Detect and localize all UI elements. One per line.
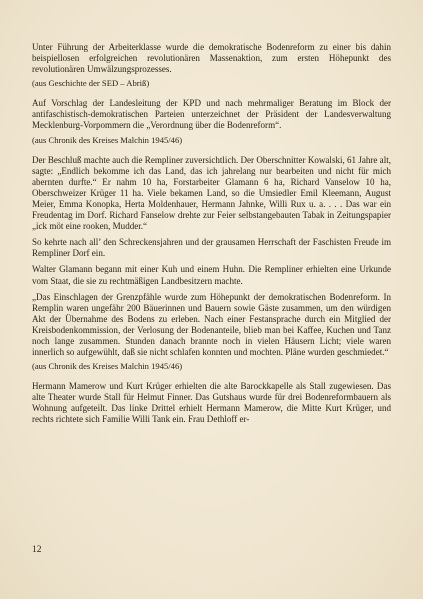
source-citation-chronik-1: (aus Chronik des Kreises Malchin 1945/46) bbox=[32, 134, 183, 145]
paragraph-mamerow-krueger: Hermann Mamerow und Kurt Krüger erhielten die alte Barockkapelle als Stall zugewiesen. Das alte Theater wurde Stall für Helmut Finner. Das Gutshaus wurde für drei Bodenreformbauern als Wohnung aufgeteilt. Das linke Drittel erhielt Hermann Mamerow, die Mitte Kurt Krüger, und rechts richtete sich Familie Willi Tank ein. Frau Dethloff er- bbox=[32, 381, 391, 425]
paragraph-glamann-urkunde: Walter Glamann begann mit einer Kuh und einem Huhn. Die Rempliner erhielten eine Urkunde vom Staat, die sie zu rechtmäßigen Landbesitzern machte. bbox=[32, 264, 391, 286]
paragraph-freude-dorf: So kehrte nach all’ den Schreckensjahren und der grausamen Herrschaft der Faschisten Freude im Rempliner Dorf ein. bbox=[32, 237, 391, 259]
paragraph-grenzpfaehle-quote: „Das Einschlagen der Grenzpfähle wurde zum Höhepunkt der demokratischen Bodenreform. In Remplin waren ungefähr 200 Bäuerinnen und Bauern sowie Gäste zusammen, um den würdigen Akt der Übernahme des Bodens zu erleben. Nach einer Festansprache durch ein Mitglied der Kreisbodenkommission, der Verlosung der Bodenanteile, blieb man bei Kaffee, Kuchen und Tanz noch lange zusammen. Stunden danach brannte noch in vielen Häusern Licht; viele waren innerlich so aufgewühlt, daß sie nicht schlafen konnten und mochten. Pläne wurden geschmiedet.“ bbox=[32, 291, 391, 358]
paragraph-bodenreform-intro: Unter Führung der Arbeiterklasse wurde die demokratische Bodenreform zu einer bis dahin beispiellosen erfolgreichen revolutionären Massenaktion, zum ersten Höhepunkt des revolutionären Umwälzungsprozesses. bbox=[32, 42, 391, 75]
source-citation-chronik-2: (aus Chronik des Kreises Malchin 1945/46) bbox=[32, 361, 183, 372]
paragraph-rempliner-beschluss: Der Beschluß machte auch die Rempliner zuversichtlich. Der Oberschnitter Kowalski, 61 Jahre alt, sagte: „Endlich bekomme ich das Land, das ich jahrelang nur bearbeiten und nicht für mich abernten durfte.“ Er nahm 10 ha, Forstarbeiter Glamann 6 ha, Richard Vanselow 10 ha, Oberschweizer Krüger 11 ha. Viele bekamen Land, so die Umsiedler Emil Kleemann, August Meier, Emma Konopka, Herta Moldenhauer, Hermann Jahnke, Willi Rux u. a. . . . Das war ein Freudentag im Dorf. Richard Fanselow drehte zur Feier selbstangebauten Tabak in Zeitungspapier „ick möt eine rooken, Mudder.“ bbox=[32, 154, 391, 232]
page-number: 12 bbox=[32, 545, 42, 555]
source-citation-sed: (aus Geschichte der SED – Abriß) bbox=[32, 78, 150, 89]
paragraph-kpd-verordnung: Auf Vorschlag der Landesleitung der KPD und nach mehrmaliger Beratung im Block der antifaschistisch-demokratischen Parteien unterzeichnet der Präsident der Landesverwaltung Mecklenburg-Vorpommern die „Verordnung über die Bodenreform“. bbox=[32, 98, 391, 131]
